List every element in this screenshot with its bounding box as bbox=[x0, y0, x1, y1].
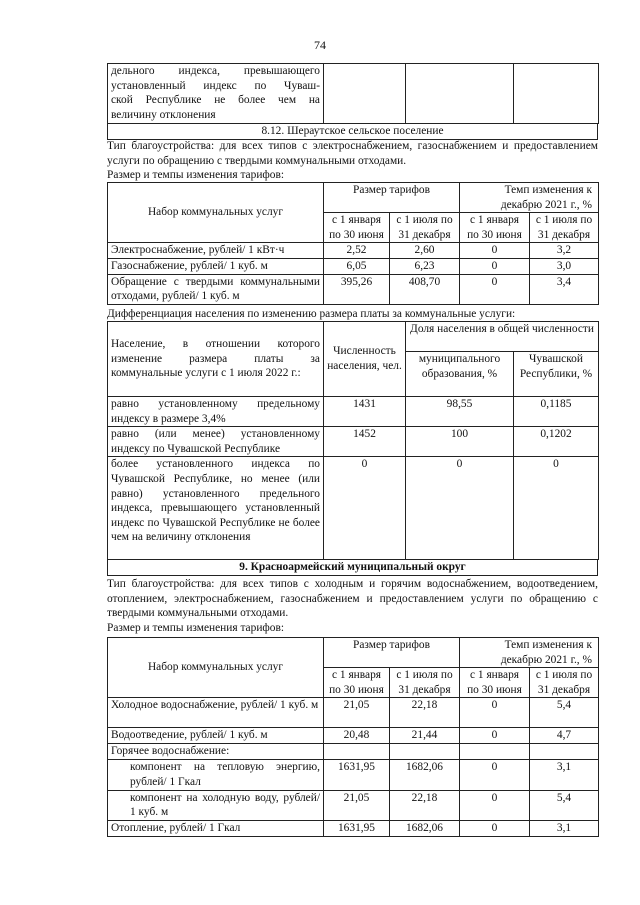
table-row: компонент на холодную воду, рублей/ 1 куб. м 21,05 22,18 0 5,4 bbox=[108, 790, 599, 820]
subheader: с 1 января по 30 июня bbox=[460, 668, 530, 698]
improvement-type-8-12: Тип благоустройства: для всех типов с электроснабжением, газоснабжением и предоставлением услуги по обращению с твердыми коммунальными отходами. bbox=[107, 140, 598, 167]
page-number: 74 bbox=[314, 38, 326, 52]
header-population: Население, в отношении которого изменение размера платы за коммунальные услуги с 1 июля 2022 г.: bbox=[108, 322, 324, 397]
subheader: с 1 июля по 31 декабря bbox=[390, 668, 460, 698]
subheader: с 1 июля по 31 декабря bbox=[390, 213, 460, 243]
header-rate: Темп изменения к декабрю 2021 г., % bbox=[460, 638, 599, 668]
table-row: компонент на тепловую энергию, рублей/ 1 Гкал 1631,95 1682,06 0 3,1 bbox=[108, 760, 599, 790]
diff-caption-8-12: Дифференциация населения по изменению размера платы за коммунальные услуги: bbox=[107, 308, 516, 320]
header-rate: Темп изменения к декабрю 2021 г., % bbox=[460, 183, 599, 213]
tariff-caption-9: Размер и темпы изменения тарифов: bbox=[107, 621, 285, 634]
tariff-caption-8-12: Размер и темпы изменения тарифов: bbox=[107, 169, 285, 182]
tariff-table-9 bbox=[107, 637, 598, 837]
subheader: с 1 января по 30 июня bbox=[460, 213, 530, 243]
section-8-12-title: 8.12. Шераутское сельское поселение bbox=[107, 124, 598, 140]
improvement-type-9: Тип благоустройства: для всех типов с холодным и горячим водоснабжением, водоотведением, отоплением, электроснабжением, газоснабжением и предоставлением услуги по обращению с твердыми коммунальными отходами. bbox=[107, 578, 598, 620]
table-row: Водоотведение, рублей/ 1 куб. м 20,48 21,44 0 4,7 bbox=[108, 728, 599, 744]
header-municipal: муниципального образования, % bbox=[406, 352, 514, 397]
table-row: Газоснабжение, рублей/ 1 куб. м 6,05 6,23 0 3,0 bbox=[108, 258, 599, 274]
header-tariff-size: Размер тарифов bbox=[324, 638, 460, 668]
header-republic: Чувашской Республики, % bbox=[514, 352, 599, 397]
subheader: с 1 января по 30 июня bbox=[324, 213, 390, 243]
tariff-table-8-12 bbox=[107, 182, 598, 305]
top-fragment-text: дельного индекса, превышающего установленный индекс по Чуваш- ской Республике не более чем на величину отклонения bbox=[108, 64, 324, 124]
header-services: Набор коммунальных услуг bbox=[108, 638, 324, 698]
table-row: равно установленному предельному индексу в размере 3,4% 1431 98,55 0,1185 bbox=[108, 397, 599, 427]
header-tariff-size: Размер тарифов bbox=[324, 183, 460, 213]
subheader: с 1 июля по 31 декабря bbox=[530, 213, 599, 243]
section-8-12-text bbox=[107, 139, 598, 183]
section-9-title: 9. Красноармейский муниципальный округ bbox=[107, 560, 598, 576]
header-count: Численность населения, чел. bbox=[324, 322, 406, 397]
diff-table-8-12 bbox=[107, 321, 598, 576]
table-row: Холодное водоснабжение, рублей/ 1 куб. м 21,05 22,18 0 5,4 bbox=[108, 698, 599, 728]
header-share: Доля населения в общей численности bbox=[406, 322, 599, 352]
table-row: Горячее водоснабжение: bbox=[108, 744, 599, 760]
table-row: Электроснабжение, рублей/ 1 кВт·ч 2,52 2,60 0 3,2 bbox=[108, 243, 599, 259]
section-9-text bbox=[107, 577, 598, 635]
table-row: равно (или менее) установленному индексу по Чувашской Республике 1452 100 0,1202 bbox=[108, 427, 599, 457]
table-row: более установленного индекса по Чувашской Республике, но менее (или равно) установленного предельного индекса, превышающего установленный индекс по Чувашской Республике не более чем на величину отклонения 0 0 0 bbox=[108, 457, 599, 560]
header-services: Набор коммунальных услуг bbox=[108, 183, 324, 243]
table-row: Отопление, рублей/ 1 Гкал 1631,95 1682,06 0 3,1 bbox=[108, 820, 599, 836]
top-fragment bbox=[107, 63, 598, 140]
table-row: Обращение с твердыми коммунальными отходами, рублей/ 1 куб. м 395,26 408,70 0 3,4 bbox=[108, 274, 599, 304]
subheader: с 1 июля по 31 декабря bbox=[530, 668, 599, 698]
subheader: с 1 января по 30 июня bbox=[324, 668, 390, 698]
